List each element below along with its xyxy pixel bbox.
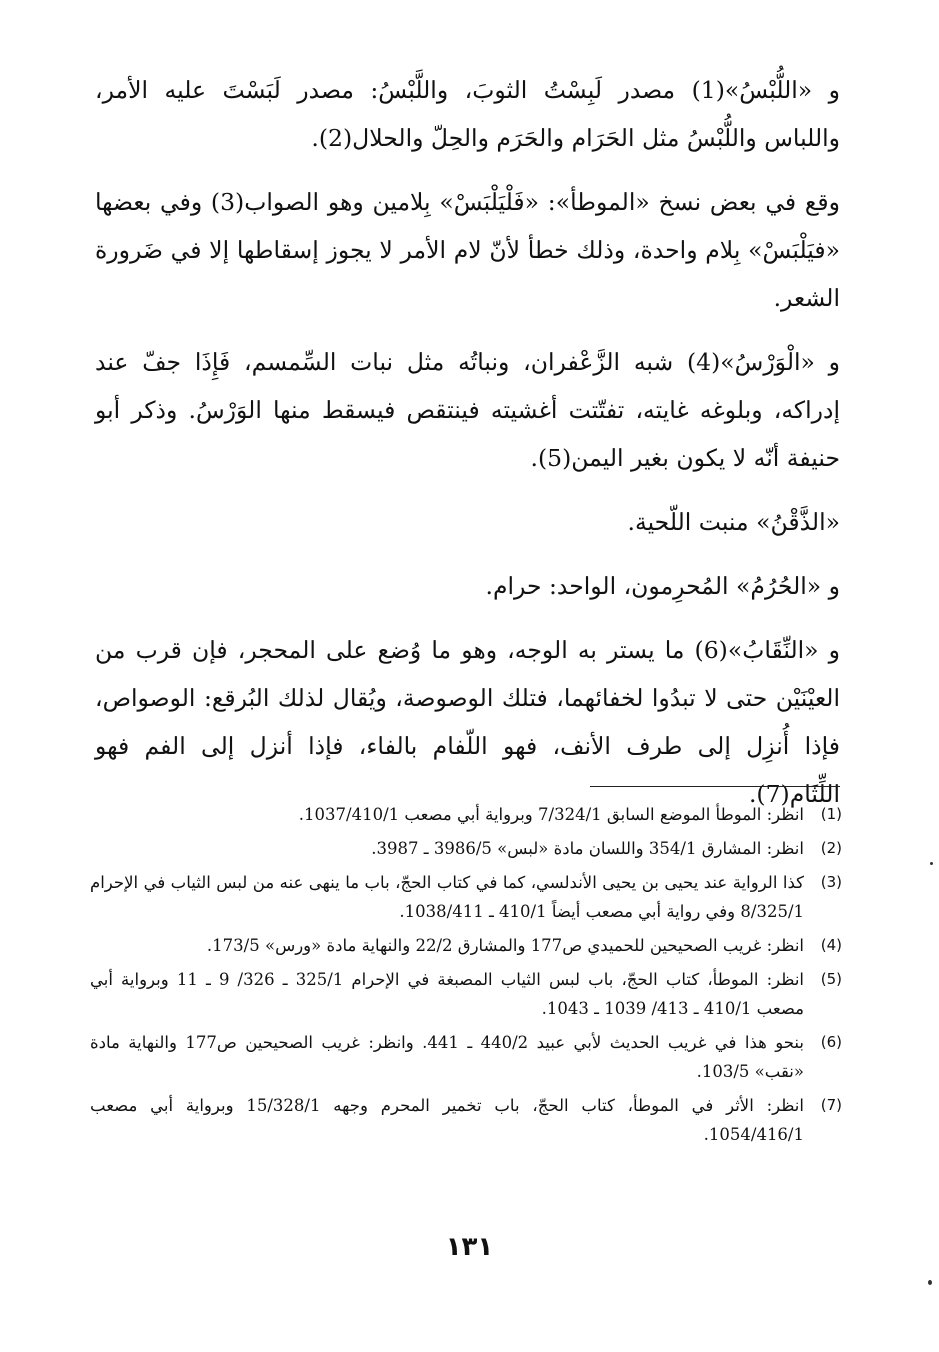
- footnote-number: (6): [820, 1033, 842, 1051]
- paragraph-wars: و «الْوَرْسُ»(4) شبه الزَّعْفران، ونباتُه مثل نبات السِّمسم، فَإِذَا جفّ عند إدراكه، وبلوغه غايته، تفتّتت أغشيته فينتقص فيسقط منها الوَرْسُ. وذكر أبو حنيفة أنّه لا يكون بغير اليمن(5).: [95, 348, 840, 472]
- footnote-text: انظر: الأثر في الموطأ، كتاب الحجّ، باب تخمير المحرم وجهه 15/328/1 وبرواية أبي مصعب 1054/416/1.: [90, 1096, 804, 1144]
- footnote-separator: [590, 786, 840, 787]
- footnote-item: [90, 965, 842, 1023]
- footnote-item: [90, 868, 842, 926]
- main-text: [95, 66, 840, 834]
- footnote-item: [90, 1028, 842, 1086]
- footnotes: [90, 800, 842, 1154]
- footnote-item: [90, 834, 842, 863]
- paragraph-libs: و «اللُّبْسُ»(1) مصدر لَبِسْتُ الثوبَ، واللَّبْسُ: مصدر لَبَسْتَ عليه الأمر، واللباس واللُّبْسُ مثل الحَرَام والحَرَم والحِلّ والحلال(2).: [95, 76, 840, 152]
- footnote-text: انظر: المشارق 354/1 واللسان مادة «لبس» 3986/5 ـ 3987.: [371, 839, 804, 858]
- footnote-number: (4): [820, 936, 842, 954]
- page-number: ١٣١: [445, 1232, 494, 1262]
- footnote-item: [90, 931, 842, 960]
- scan-speck: [928, 1280, 932, 1285]
- footnote-number: (5): [820, 970, 842, 988]
- paragraph-falyalbas: وقع في بعض نسخ «الموطأ»: «فَلْيَلْبَسْ» بِلامين وهو الصواب(3) وفي بعضها «فيَلْبَسْ» بِلام واحدة، وذلك خطأ لأنّ لام الأمر لا يجوز إسقاطها إلا في ضَرورة الشعر.: [95, 188, 840, 312]
- footnote-item: [90, 800, 842, 829]
- scan-speck: [930, 862, 933, 865]
- footnote-number: (3): [820, 873, 842, 891]
- paragraph-niqab: و «النِّقَابُ»(6) ما يستر به الوجه، وهو ما وُضع على المحجر، فإن قرب من العيْنَيْن حتى لا تبدُوا لخفائهما، فتلك الوصوصة، ويُقال لذلك البُرقع: الوصواص، فإذا أُنزِل إلى طرف الأنف، فهو اللّفام بالفاء، فإذا أنزل إلى الفم فهو اللِّثَام(7).: [95, 636, 840, 808]
- footnote-item: [90, 1091, 842, 1149]
- footnote-text: انظر: غريب الصحيحين للحميدي ص177 والمشارق 22/2 والنهاية مادة «ورس» 173/5.: [206, 936, 804, 955]
- footnote-number: (2): [820, 839, 842, 857]
- footnote-text: انظر: الموطأ الموضع السابق 7/324/1 وبرواية أبي مصعب 1037/410/1.: [298, 805, 804, 824]
- paragraph-hurum: و «الحُرُمُ» المُحرِمون، الواحد: حرام.: [485, 572, 840, 600]
- footnote-text: بنحو هذا في غريب الحديث لأبي عبيد 440/2 ـ 441. وانظر: غريب الصحيحين ص177 والنهاية مادة «نقب» 103/5.: [90, 1033, 804, 1081]
- footnote-number: (1): [820, 805, 842, 823]
- footnote-number: (7): [820, 1096, 842, 1114]
- footnote-text: كذا الرواية عند يحيى بن يحيى الأندلسي، كما في كتاب الحجّ، باب ما ينهى عنه من لبس الثياب في الإحرام 8/325/1 وفي رواية أبي مصعب أيضاً 410/1 ـ 1038/411.: [90, 873, 804, 921]
- footnote-text: انظر: الموطأ، كتاب الحجّ، باب لبس الثياب المصبغة في الإحرام 325/1 ـ 326/ 9 ـ 11 وبرواية أبي مصعب 410/1 ـ 413/ 1039 ـ 1043.: [90, 970, 805, 1018]
- paragraph-dhaqn: «الذَّقْنُ» منبت اللّحية.: [627, 508, 840, 536]
